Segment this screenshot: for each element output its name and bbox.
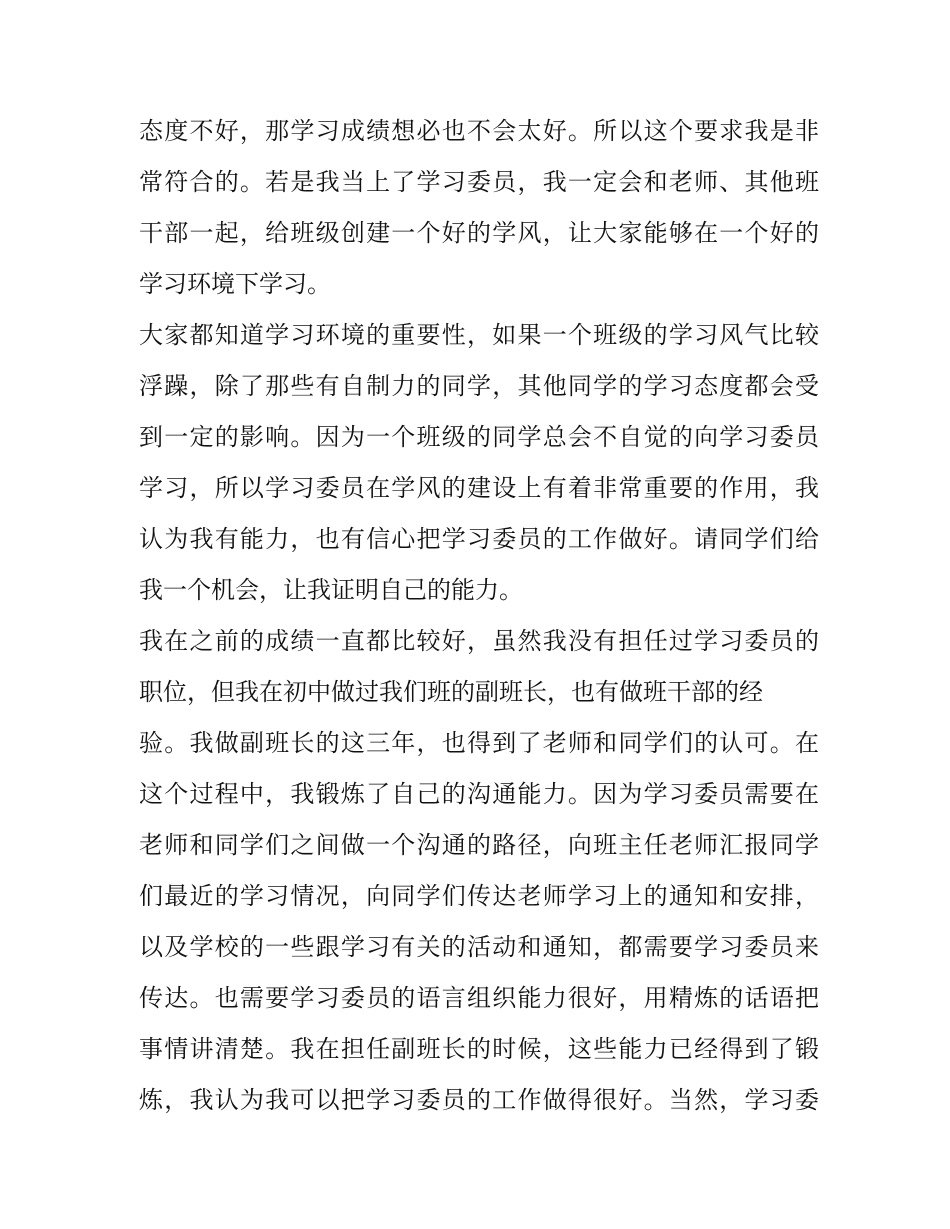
text-line: 事情讲清楚。我在担任副班长的时候，这些能力已经得到了锻: [139, 1035, 819, 1063]
text-line: 验。我做副班长的这三年，也得到了老师和同学们的认可。在: [139, 729, 819, 757]
text-line: 认为我有能力，也有信心把学习委员的工作做好。请同学们给: [139, 525, 819, 553]
text-line: 我一个机会，让我证明自己的能力。: [139, 576, 523, 604]
text-line: 学习，所以学习委员在学风的建设上有着非常重要的作用，我: [139, 474, 819, 502]
body-text: [139, 106, 819, 1126]
text-line: 传达。也需要学习委员的语言组织能力很好，用精炼的话语把: [139, 984, 819, 1012]
text-line: 态度不好，那学习成绩想必也不会太好。所以这个要求我是非: [139, 117, 819, 145]
text-line: 学习环境下学习。: [139, 270, 331, 298]
text-line: 干部一起，给班级创建一个好的学风，让大家能够在一个好的: [139, 219, 819, 247]
text-line: 我在之前的成绩一直都比较好，虽然我没有担任过学习委员的: [139, 627, 819, 655]
text-line: 们最近的学习情况，向同学们传达老师学习上的通知和安排，: [139, 882, 819, 910]
text-line: 常符合的。若是我当上了学习委员，我一定会和老师、其他班: [139, 168, 819, 196]
text-line: 职位，但我在初中做过我们班的副班长，也有做班干部的经: [139, 678, 763, 706]
text-line: 浮躁，除了那些有自制力的同学，其他同学的学习态度都会受: [139, 372, 819, 400]
text-line: 老师和同学们之间做一个沟通的路径，向班主任老师汇报同学: [139, 831, 819, 859]
text-line: 大家都知道学习环境的重要性，如果一个班级的学习风气比较: [139, 321, 819, 349]
text-line: 这个过程中，我锻炼了自己的沟通能力。因为学习委员需要在: [139, 780, 819, 808]
text-line: 到一定的影响。因为一个班级的同学总会不自觉的向学习委员: [139, 423, 819, 451]
text-line: 炼，我认为我可以把学习委员的工作做得很好。当然，学习委: [139, 1086, 819, 1114]
text-line: 以及学校的一些跟学习有关的活动和通知，都需要学习委员来: [139, 933, 819, 961]
